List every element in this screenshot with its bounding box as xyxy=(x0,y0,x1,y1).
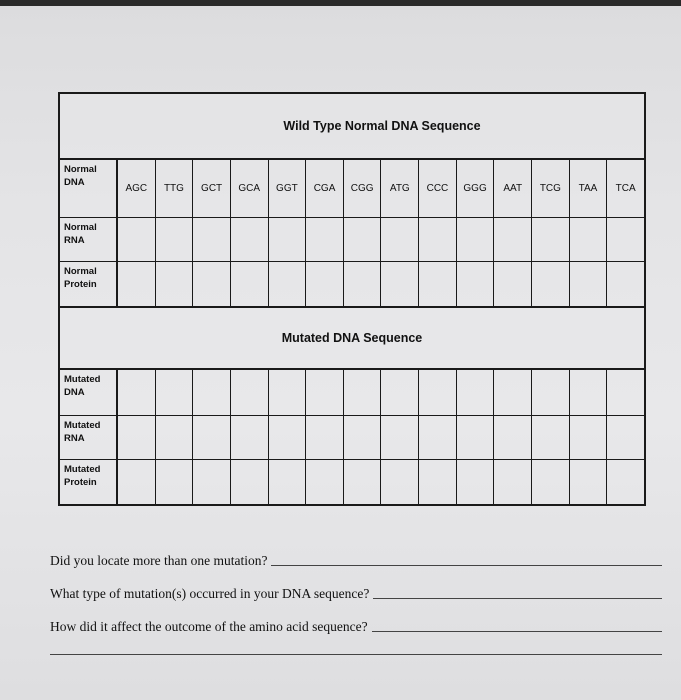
table-cell[interactable] xyxy=(156,370,194,415)
table-cell[interactable] xyxy=(381,416,419,459)
table-cell[interactable] xyxy=(494,370,532,415)
table-cell[interactable]: GCA xyxy=(231,160,269,217)
table-cell[interactable] xyxy=(494,460,532,504)
table-cell[interactable] xyxy=(344,416,382,459)
table-cell[interactable] xyxy=(532,370,570,415)
table-row xyxy=(60,370,644,416)
table-cell[interactable] xyxy=(344,262,382,306)
table-cell[interactable] xyxy=(457,416,495,459)
table-cell[interactable] xyxy=(570,262,608,306)
table-cell[interactable] xyxy=(231,460,269,504)
table-cell[interactable] xyxy=(269,262,307,306)
table-cell[interactable]: CCC xyxy=(419,160,457,217)
row-label: Mutated DNA xyxy=(60,370,118,415)
mutated-section xyxy=(60,306,644,504)
question-2 xyxy=(50,569,662,602)
table-cell[interactable] xyxy=(532,262,570,306)
mutated-title: Mutated DNA Sequence xyxy=(60,308,644,370)
table-cell[interactable] xyxy=(269,416,307,459)
table-cell[interactable] xyxy=(570,460,608,504)
table-cell[interactable] xyxy=(419,218,457,261)
row-cells xyxy=(118,262,644,306)
table-cell[interactable] xyxy=(381,370,419,415)
table-cell[interactable]: TCA xyxy=(615,183,636,194)
question-1 xyxy=(50,536,662,569)
table-cell[interactable] xyxy=(419,416,457,459)
table-cell[interactable] xyxy=(156,218,194,261)
table-cell[interactable] xyxy=(607,370,644,415)
table-cell[interactable] xyxy=(193,416,231,459)
row-label: Normal RNA xyxy=(60,218,118,261)
table-cell[interactable] xyxy=(306,218,344,261)
question-2-answer-line[interactable] xyxy=(373,597,662,599)
table-cell[interactable] xyxy=(156,262,194,306)
table-cell[interactable] xyxy=(269,460,307,504)
table-cell[interactable] xyxy=(494,218,532,261)
row-label: Normal DNA xyxy=(60,160,118,217)
table-cell[interactable] xyxy=(532,416,570,459)
table-cell[interactable] xyxy=(607,416,644,459)
table-cell[interactable]: GGG xyxy=(457,160,495,217)
table-cell[interactable] xyxy=(118,370,156,415)
table-cell[interactable]: TCG xyxy=(532,160,570,217)
table-cell[interactable]: TAA xyxy=(570,160,608,217)
table-cell[interactable] xyxy=(269,370,307,415)
wild-type-rows xyxy=(60,160,644,306)
table-cell[interactable] xyxy=(457,262,495,306)
table-row xyxy=(60,262,644,306)
table-cell[interactable]: GCT xyxy=(193,160,231,217)
table-cell[interactable] xyxy=(118,460,156,504)
question-3-text: How did it affect the outcome of the amino acid sequence? xyxy=(50,619,368,634)
table-cell[interactable] xyxy=(269,218,307,261)
table-cell[interactable] xyxy=(156,460,194,504)
table-row xyxy=(60,160,644,218)
table-row xyxy=(60,460,644,504)
table-cell[interactable] xyxy=(607,218,644,261)
table-cell[interactable] xyxy=(156,416,194,459)
wild-type-title: Wild Type Normal DNA Sequence xyxy=(60,94,644,160)
question-1-text: Did you locate more than one mutation? xyxy=(50,553,268,568)
row-label: Normal Protein xyxy=(60,262,118,306)
table-cell[interactable] xyxy=(419,460,457,504)
table-cell[interactable] xyxy=(419,262,457,306)
table-cell[interactable] xyxy=(494,416,532,459)
extra-answer-line[interactable] xyxy=(50,654,662,655)
dna-worksheet-table xyxy=(58,92,646,506)
mutated-rows xyxy=(60,370,644,504)
table-cell[interactable] xyxy=(118,416,156,459)
question-3 xyxy=(50,602,662,635)
table-cell[interactable]: AAT xyxy=(494,160,532,217)
row-label: Mutated Protein xyxy=(60,460,118,504)
table-cell[interactable] xyxy=(306,416,344,459)
table-cell[interactable] xyxy=(381,218,419,261)
questions-list xyxy=(50,536,662,635)
table-cell[interactable] xyxy=(306,370,344,415)
table-cell[interactable] xyxy=(231,262,269,306)
table-cell[interactable] xyxy=(231,218,269,261)
table-cell[interactable] xyxy=(570,416,608,459)
row-cells xyxy=(118,370,644,415)
table-cell[interactable] xyxy=(457,460,495,504)
row-cells xyxy=(118,218,644,261)
table-row xyxy=(60,218,644,262)
table-cell[interactable] xyxy=(532,460,570,504)
table-cell[interactable] xyxy=(306,262,344,306)
table-cell[interactable] xyxy=(193,460,231,504)
table-cell[interactable] xyxy=(457,218,495,261)
table-cell[interactable] xyxy=(381,262,419,306)
table-row xyxy=(60,416,644,460)
table-cell[interactable] xyxy=(607,262,644,306)
question-2-text: What type of mutation(s) occurred in your DNA sequence? xyxy=(50,586,370,601)
table-cell[interactable] xyxy=(231,370,269,415)
table-cell[interactable] xyxy=(344,218,382,261)
table-cell[interactable] xyxy=(570,370,608,415)
table-cell[interactable] xyxy=(193,218,231,261)
question-3-answer-line[interactable] xyxy=(372,630,662,632)
row-cells xyxy=(118,160,644,217)
table-cell[interactable] xyxy=(457,370,495,415)
table-cell[interactable] xyxy=(532,218,570,261)
table-cell[interactable]: GGT xyxy=(269,160,307,217)
table-cell[interactable]: TTG xyxy=(156,160,194,217)
table-cell[interactable] xyxy=(344,460,382,504)
table-cell[interactable] xyxy=(570,218,608,261)
table-cell[interactable] xyxy=(193,262,231,306)
table-cell[interactable] xyxy=(193,370,231,415)
table-cell[interactable] xyxy=(419,370,457,415)
worksheet-page xyxy=(0,6,681,700)
table-cell[interactable]: AGC xyxy=(118,160,156,217)
table-cell[interactable] xyxy=(381,460,419,504)
table-cell[interactable] xyxy=(231,416,269,459)
row-cells xyxy=(118,416,644,459)
table-cell[interactable] xyxy=(118,218,156,261)
table-cell[interactable] xyxy=(607,460,644,504)
table-cell[interactable] xyxy=(344,370,382,415)
row-cells xyxy=(118,460,644,504)
table-cell[interactable] xyxy=(306,460,344,504)
row-label: Mutated RNA xyxy=(60,416,118,459)
table-cell[interactable]: ATG xyxy=(381,160,419,217)
table-cell[interactable]: CGG xyxy=(344,160,382,217)
question-1-answer-line[interactable] xyxy=(271,564,662,566)
table-cell[interactable] xyxy=(118,262,156,306)
table-cell[interactable]: CGA xyxy=(306,160,344,217)
table-cell[interactable] xyxy=(494,262,532,306)
